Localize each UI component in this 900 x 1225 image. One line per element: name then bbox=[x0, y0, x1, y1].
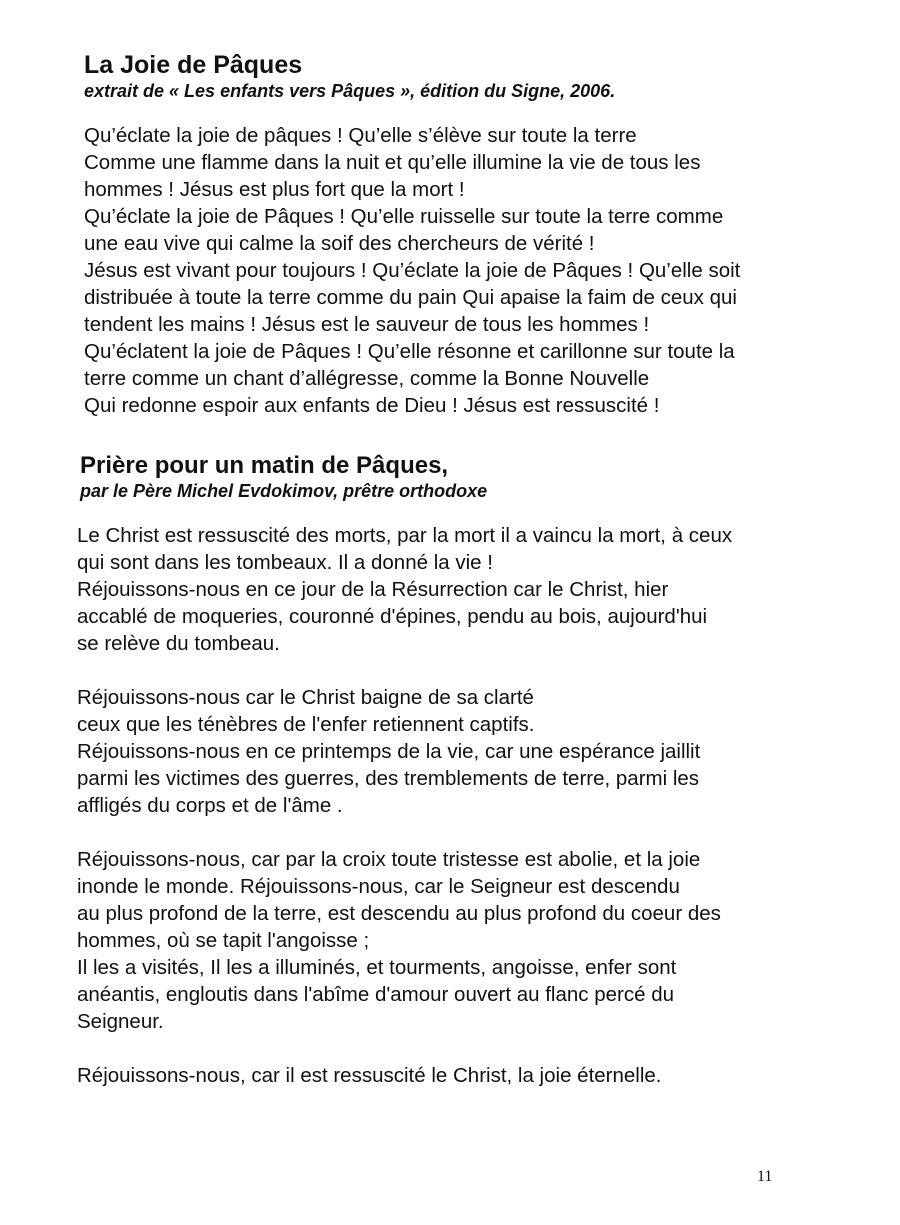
text-line: hommes, où se tapit l'angoisse ; bbox=[77, 929, 370, 952]
paragraph bbox=[77, 684, 870, 819]
text-line: Réjouissons-nous en ce printemps de la vie, car une espérance jaillit bbox=[77, 740, 701, 763]
text-line: tendent les mains ! Jésus est le sauveur de tous les hommes ! bbox=[84, 313, 650, 336]
text-line: ceux que les ténèbres de l'enfer retiennent captifs. bbox=[77, 713, 535, 736]
text-line: hommes ! Jésus est plus fort que la mort ! bbox=[84, 178, 465, 201]
text-line: qui sont dans les tombeaux. Il a donné la vie ! bbox=[77, 551, 493, 574]
text-line: Comme une flamme dans la nuit et qu’elle illumine la vie de tous les bbox=[84, 151, 701, 174]
text-line: inonde le monde. Réjouissons-nous, car le Seigneur est descendu bbox=[77, 875, 680, 898]
text-line: Seigneur. bbox=[77, 1010, 164, 1033]
section-priere-matin-de-paques bbox=[77, 452, 870, 1116]
text-line: affligés du corps et de l'âme . bbox=[77, 794, 343, 817]
prayer-text bbox=[77, 522, 870, 1089]
text-line: au plus profond de la terre, est descendu au plus profond du coeur des bbox=[77, 902, 721, 925]
text-line: se relève du tombeau. bbox=[77, 632, 280, 655]
section-title: La Joie de Pâques bbox=[84, 51, 303, 79]
paragraph bbox=[77, 522, 870, 657]
section-subtitle: extrait de « Les enfants vers Pâques », édition du Signe, 2006. bbox=[84, 81, 616, 101]
text-line: Réjouissons-nous, car il est ressuscité le Christ, la joie éternelle. bbox=[77, 1064, 662, 1087]
text-line: Qu’éclate la joie de Pâques ! Qu’elle ruisselle sur toute la terre comme bbox=[84, 205, 724, 228]
text-line: une eau vive qui calme la soif des chercheurs de vérité ! bbox=[84, 232, 595, 255]
section-subtitle: par le Père Michel Evdokimov, prêtre orthodoxe bbox=[80, 481, 488, 501]
text-line: Réjouissons-nous, car par la croix toute tristesse est abolie, et la joie bbox=[77, 848, 701, 871]
text-line: parmi les victimes des guerres, des tremblements de terre, parmi les bbox=[77, 767, 700, 790]
paragraph bbox=[77, 1062, 870, 1089]
section-title: Prière pour un matin de Pâques, bbox=[80, 452, 449, 479]
text-line: Qu’éclatent la joie de Pâques ! Qu’elle résonne et carillonne sur toute la bbox=[84, 340, 735, 363]
text-line: distribuée à toute la terre comme du pain Qui apaise la faim de ceux qui bbox=[84, 286, 737, 309]
poem-text bbox=[84, 122, 864, 419]
text-line: Le Christ est ressuscité des morts, par la mort il a vaincu la mort, à ceux bbox=[77, 524, 733, 547]
text-line: Qu’éclate la joie de pâques ! Qu’elle s’élève sur toute la terre bbox=[84, 124, 637, 147]
text-line: Qui redonne espoir aux enfants de Dieu ! Jésus est ressuscité ! bbox=[84, 394, 660, 417]
text-line: Réjouissons-nous car le Christ baigne de sa clarté bbox=[77, 686, 534, 709]
page-number: 11 bbox=[757, 1168, 773, 1185]
text-line: accablé de moqueries, couronné d'épines, pendu au bois, aujourd'hui bbox=[77, 605, 708, 628]
text-line: anéantis, engloutis dans l'abîme d'amour ouvert au flanc percé du bbox=[77, 983, 675, 1006]
text-line: terre comme un chant d’allégresse, comme la Bonne Nouvelle bbox=[84, 367, 650, 390]
section-joie-de-paques bbox=[84, 50, 864, 419]
text-line: Réjouissons-nous en ce jour de la Résurrection car le Christ, hier bbox=[77, 578, 669, 601]
paragraph bbox=[77, 846, 870, 1035]
text-line: Il les a visités, Il les a illuminés, et tourments, angoisse, enfer sont bbox=[77, 956, 677, 979]
text-line: Jésus est vivant pour toujours ! Qu’éclate la joie de Pâques ! Qu’elle soit bbox=[84, 259, 741, 282]
